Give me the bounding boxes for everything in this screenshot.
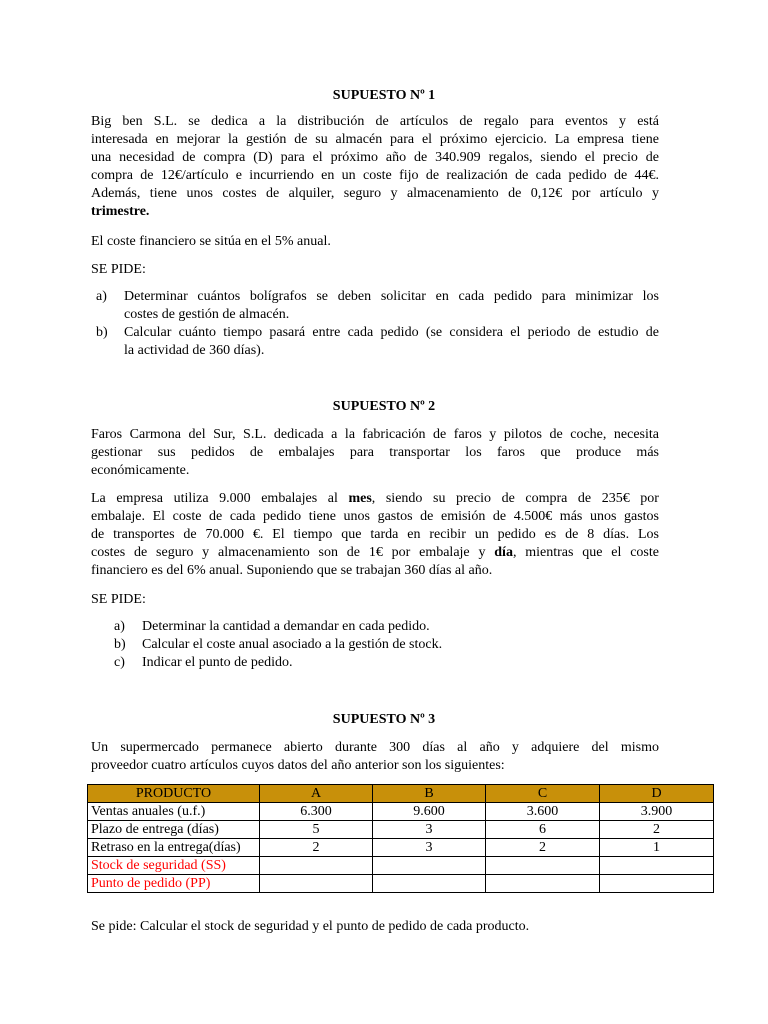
list-item-label: b) bbox=[96, 325, 108, 340]
list-item-label: c) bbox=[114, 655, 125, 670]
table-cell: 3.900 bbox=[600, 803, 714, 821]
s2-bold-mes: mes bbox=[348, 491, 372, 506]
table-cell: 3 bbox=[373, 839, 486, 857]
table-row bbox=[88, 857, 714, 875]
list-item-text: Calcular cuánto tiempo pasará entre cada pedido (se considera el periodo de estudio de bbox=[124, 325, 659, 340]
table-cell: 3 bbox=[373, 821, 486, 839]
table-cell bbox=[486, 875, 600, 893]
list-item bbox=[96, 324, 659, 360]
product-data-table bbox=[87, 784, 714, 893]
s3-p1-line: Un supermercado permanece abierto durante 300 días al año y adquiere del mismo bbox=[91, 740, 659, 755]
table-cell bbox=[260, 857, 373, 875]
s2-p2-text: costes de seguro y almacenamiento son de 1€ por embalaje y bbox=[91, 545, 495, 560]
s2-p1-line: gestionar sus pedidos de embalajes para transportar los faros que produce más bbox=[91, 445, 659, 460]
list-item-text: Determinar la cantidad a demandar en cada pedido. bbox=[142, 619, 430, 634]
table-cell: 6.300 bbox=[260, 803, 373, 821]
list-item-text: costes de gestión de almacén. bbox=[124, 307, 290, 322]
s1-p1-line-bold bbox=[91, 203, 659, 221]
s2-paragraph-1 bbox=[91, 426, 659, 480]
s1-task-list bbox=[96, 288, 659, 360]
list-item-text: la actividad de 360 días). bbox=[124, 343, 265, 358]
table-cell bbox=[600, 875, 714, 893]
s1-p1-line: Big ben S.L. se dedica a la distribución de artículos de regalo para eventos y está bbox=[91, 114, 659, 129]
table-cell: 2 bbox=[600, 821, 714, 839]
s2-p1-line: económicamente. bbox=[91, 463, 190, 478]
s1-p1-line: una necesidad de compra (D) para el próximo año de 340.909 regalos, siendo el precio de bbox=[91, 150, 659, 165]
s2-p2-text: , mientras que el coste bbox=[512, 545, 659, 560]
table-cell: 2 bbox=[486, 839, 600, 857]
table-cell: 6 bbox=[486, 821, 600, 839]
s3-se-pide: Se pide: Calcular el stock de seguridad y el punto de pedido de cada producto. bbox=[91, 919, 530, 934]
table-row-label: Punto de pedido (PP) bbox=[88, 875, 260, 893]
s1-p1-line: interesada en mejorar la gestión de su almacén para el próximo ejercicio. La empresa tiene bbox=[91, 132, 659, 147]
s2-se-pide: SE PIDE: bbox=[91, 592, 146, 607]
table-cell: 2 bbox=[260, 839, 373, 857]
table-cell bbox=[260, 875, 373, 893]
list-item-text: Determinar cuántos bolígrafos se deben solicitar en cada pedido para minimizar los bbox=[124, 289, 659, 304]
table-cell: 5 bbox=[260, 821, 373, 839]
heading-supuesto-2: SUPUESTO Nº 2 bbox=[332, 399, 436, 414]
table-row bbox=[88, 803, 714, 821]
table-row-label: Retraso en la entrega(días) bbox=[88, 839, 260, 857]
table-cell: 3.600 bbox=[486, 803, 600, 821]
list-item-label: a) bbox=[114, 619, 125, 634]
table-cell: 9.600 bbox=[373, 803, 486, 821]
s2-p2-line bbox=[91, 490, 659, 508]
s2-p2-text: , siendo su precio de compra de 235€ por bbox=[371, 491, 659, 506]
s2-bold-dia: día bbox=[494, 545, 513, 560]
s2-p2-line: embalaje. El coste de cada pedido tiene unos gastos de emisión de 4.500€ más unos gastos bbox=[91, 509, 659, 524]
s1-p1-line: Además, tiene unos costes de alquiler, seguro y almacenamiento de 0,12€ por artículo y bbox=[91, 186, 659, 201]
list-item-text: Calcular el coste anual asociado a la gestión de stock. bbox=[142, 637, 443, 652]
list-item-text: Indicar el punto de pedido. bbox=[142, 655, 293, 670]
s2-paragraph-2 bbox=[91, 490, 659, 580]
heading-supuesto-1: SUPUESTO Nº 1 bbox=[332, 88, 436, 103]
s1-paragraph-1 bbox=[91, 113, 659, 221]
table-row bbox=[88, 875, 714, 893]
list-item bbox=[114, 654, 659, 672]
s1-paragraph-2: El coste financiero se sitúa en el 5% anual. bbox=[91, 234, 331, 249]
list-item bbox=[114, 636, 659, 654]
list-item-label: a) bbox=[96, 289, 107, 304]
list-item bbox=[114, 618, 659, 636]
list-item-label: b) bbox=[114, 637, 126, 652]
s2-p2-line: de transportes de 70.000 €. El tiempo que tarda en recibir un pedido es de 8 días. Los bbox=[91, 527, 659, 542]
s2-p2-line bbox=[91, 544, 659, 562]
table-row-label: Stock de seguridad (SS) bbox=[88, 857, 260, 875]
s1-bold-trimestre: trimestre. bbox=[91, 204, 150, 219]
s2-p2-text: La empresa utiliza 9.000 embalajes al bbox=[91, 491, 349, 506]
table-header-row bbox=[88, 785, 714, 803]
table-header-cell: D bbox=[600, 785, 714, 803]
table-header-cell: C bbox=[486, 785, 600, 803]
s2-task-list bbox=[114, 618, 659, 672]
s1-p1-line: compra de 12€/artículo e incurriendo en un coste fijo de realización de cada pedido de 44€. bbox=[91, 168, 659, 183]
table-row bbox=[88, 821, 714, 839]
table-cell bbox=[600, 857, 714, 875]
table-row bbox=[88, 839, 714, 857]
table-header-cell: PRODUCTO bbox=[88, 785, 260, 803]
table-cell: 1 bbox=[600, 839, 714, 857]
s2-p1-line: Faros Carmona del Sur, S.L. dedicada a la fabricación de faros y pilotos de coche, necesita bbox=[91, 427, 659, 442]
table-cell bbox=[373, 857, 486, 875]
s3-p1-line: proveedor cuatro artículos cuyos datos del año anterior son los siguientes: bbox=[91, 758, 505, 773]
s3-paragraph-1 bbox=[91, 739, 659, 775]
heading-supuesto-3: SUPUESTO Nº 3 bbox=[332, 712, 436, 727]
table-header-cell: A bbox=[260, 785, 373, 803]
table-row-label: Ventas anuales (u.f.) bbox=[88, 803, 260, 821]
table-cell bbox=[486, 857, 600, 875]
s1-se-pide: SE PIDE: bbox=[91, 262, 146, 277]
table-cell bbox=[373, 875, 486, 893]
table-row-label: Plazo de entrega (días) bbox=[88, 821, 260, 839]
table-header-cell: B bbox=[373, 785, 486, 803]
s2-p2-line: financiero es del 6% anual. Suponiendo que se trabajan 360 días al año. bbox=[91, 563, 493, 578]
list-item bbox=[96, 288, 659, 324]
